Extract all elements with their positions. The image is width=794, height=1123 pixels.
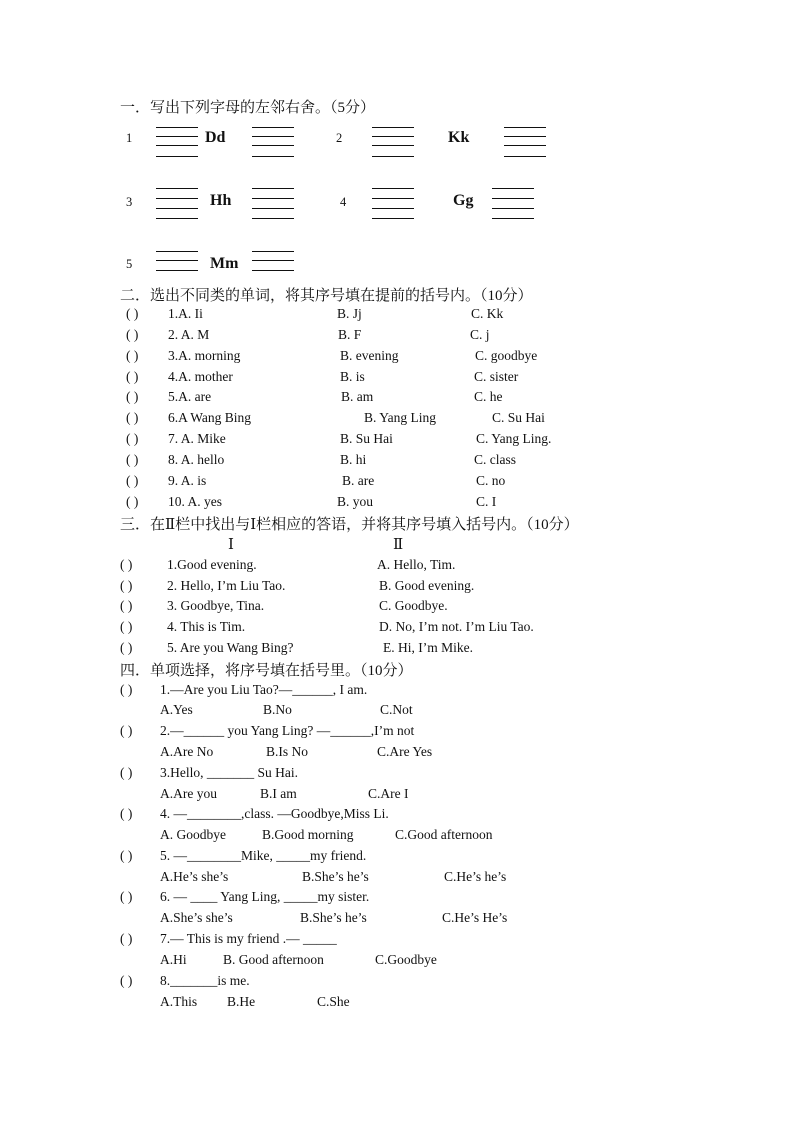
blank-line[interactable] xyxy=(252,145,294,146)
answer-paren[interactable]: ( ) xyxy=(120,973,133,988)
item-number: 2 xyxy=(336,131,343,145)
blank-line[interactable] xyxy=(504,156,546,157)
answer-paren[interactable]: ( ) xyxy=(126,306,139,321)
question-text: 5. Are you Wang Bing? xyxy=(167,640,294,655)
option-b: B. am xyxy=(341,389,374,404)
answer-paren[interactable]: ( ) xyxy=(126,389,139,404)
response-text: E. Hi, I’m Mike. xyxy=(383,640,473,655)
blank-line[interactable] xyxy=(504,136,546,137)
answer-paren[interactable]: ( ) xyxy=(126,452,139,467)
question-text: 8._______is me. xyxy=(160,973,250,988)
section3-title: 三．在Ⅱ栏中找出与Ⅰ栏相应的答语，并将其序号填入括号内。（10分） xyxy=(120,517,579,533)
blank-line[interactable] xyxy=(156,188,198,189)
answer-paren[interactable]: ( ) xyxy=(120,723,133,738)
option-a: 3.A. morning xyxy=(168,348,241,363)
choice-a: A.She’s she’s xyxy=(160,910,233,925)
question-text: 4. This is Tim. xyxy=(167,619,246,634)
option-a: 6.A Wang Bing xyxy=(168,410,252,425)
question-text: 4. —________,class. —Goodbye,Miss Li. xyxy=(160,806,389,821)
blank-line[interactable] xyxy=(372,208,414,209)
choice-a: A.Are you xyxy=(160,786,217,801)
answer-paren[interactable]: ( ) xyxy=(126,473,139,488)
blank-line[interactable] xyxy=(156,218,198,219)
answer-paren[interactable]: ( ) xyxy=(120,848,133,863)
blank-line[interactable] xyxy=(156,156,198,157)
choice-c: C.Goodbye xyxy=(375,952,437,967)
option-c: C. goodbye xyxy=(475,348,538,363)
question-text: 1.Good evening. xyxy=(167,557,257,572)
answer-paren[interactable]: ( ) xyxy=(120,806,133,821)
response-text: C. Goodbye. xyxy=(379,598,448,613)
option-b: B. Yang Ling xyxy=(364,410,437,425)
option-a: 9. A. is xyxy=(168,473,207,488)
answer-paren[interactable]: ( ) xyxy=(126,410,139,425)
option-a: 7. A. Mike xyxy=(168,431,226,446)
section2-title: 二．选出不同类的单词，将其序号填在提前的括号内。（10分） xyxy=(120,288,533,304)
question-text: 2.—______ you Yang Ling? —______,I’m not xyxy=(160,723,415,738)
column-header-1: Ⅰ xyxy=(228,537,234,553)
answer-paren[interactable]: ( ) xyxy=(126,348,139,363)
blank-line[interactable] xyxy=(252,251,294,252)
option-b: B. evening xyxy=(340,348,399,363)
choice-b: B.He xyxy=(227,994,256,1009)
blank-line[interactable] xyxy=(372,218,414,219)
blank-line[interactable] xyxy=(252,198,294,199)
option-c: C. I xyxy=(476,494,497,509)
question-text: 3.Hello, _______ Su Hai. xyxy=(160,765,298,780)
choice-c: C.Not xyxy=(380,702,413,717)
answer-paren[interactable]: ( ) xyxy=(120,640,133,655)
option-c: C. j xyxy=(470,327,490,342)
option-a: 4.A. mother xyxy=(168,369,233,384)
option-a: 1.A. Ii xyxy=(168,306,203,321)
letter-pair: Mm xyxy=(210,255,239,272)
section1-title: 一．写出下列字母的左邻右舍。（5分） xyxy=(120,100,376,116)
section4-title: 四．单项选择，将序号填在括号里。（10分） xyxy=(120,663,413,679)
choice-b: B.She’s he’s xyxy=(302,869,369,884)
item-number: 4 xyxy=(340,195,347,209)
answer-paren[interactable]: ( ) xyxy=(120,578,133,593)
option-a: 2. A. M xyxy=(168,327,210,342)
blank-line[interactable] xyxy=(372,127,414,128)
response-text: D. No, I’m not. I’m Liu Tao. xyxy=(379,619,534,634)
option-b: B. F xyxy=(338,327,362,342)
choice-c: C.He’s He’s xyxy=(442,910,508,925)
blank-line[interactable] xyxy=(252,136,294,137)
blank-line[interactable] xyxy=(492,208,534,209)
option-c: C. Yang Ling. xyxy=(476,431,552,446)
option-c: C. Su Hai xyxy=(492,410,545,425)
blank-line[interactable] xyxy=(156,208,198,209)
column-header-2: Ⅱ xyxy=(393,537,404,553)
choice-b: B.She’s he’s xyxy=(300,910,367,925)
option-b: B. Su Hai xyxy=(340,431,393,446)
blank-line[interactable] xyxy=(372,198,414,199)
choice-a: A.This xyxy=(160,994,198,1009)
item-number: 3 xyxy=(126,195,133,209)
choice-c: C.He’s he’s xyxy=(444,869,507,884)
blank-line[interactable] xyxy=(156,136,198,137)
blank-line[interactable] xyxy=(372,145,414,146)
blank-line[interactable] xyxy=(252,127,294,128)
question-text: 1.—Are you Liu Tao?—______, I am. xyxy=(160,682,368,697)
choice-a: A.Are No xyxy=(160,744,214,759)
answer-paren[interactable]: ( ) xyxy=(120,682,133,697)
blank-line[interactable] xyxy=(156,270,198,271)
blank-line[interactable] xyxy=(252,188,294,189)
blank-line[interactable] xyxy=(252,260,294,261)
question-text: 3. Goodbye, Tina. xyxy=(167,598,265,613)
answer-paren[interactable]: ( ) xyxy=(120,598,133,613)
answer-paren[interactable]: ( ) xyxy=(120,889,133,904)
response-text: B. Good evening. xyxy=(379,578,475,593)
blank-line[interactable] xyxy=(492,198,534,199)
blank-line[interactable] xyxy=(156,260,198,261)
blank-line[interactable] xyxy=(156,198,198,199)
choice-c: C.Are Yes xyxy=(377,744,433,759)
option-c: C. he xyxy=(474,389,503,404)
blank-line[interactable] xyxy=(252,156,294,157)
option-b: B. hi xyxy=(340,452,367,467)
question-text: 7.— This is my friend .— _____ xyxy=(160,931,337,946)
choice-b: B.Good morning xyxy=(262,827,354,842)
option-c: C. class xyxy=(474,452,516,467)
choice-c: C.She xyxy=(317,994,350,1009)
choice-a: A.He’s she’s xyxy=(160,869,229,884)
option-c: C. sister xyxy=(474,369,519,384)
choice-a: A.Hi xyxy=(160,952,187,967)
answer-paren[interactable]: ( ) xyxy=(120,931,133,946)
choice-a: A. Goodbye xyxy=(160,827,226,842)
choice-c: C.Are I xyxy=(368,786,409,801)
blank-line[interactable] xyxy=(372,188,414,189)
letter-pair: Hh xyxy=(210,192,232,209)
blank-line[interactable] xyxy=(492,218,534,219)
item-number: 1 xyxy=(126,131,133,145)
letter-pair: Kk xyxy=(448,129,470,146)
blank-line[interactable] xyxy=(372,156,414,157)
choice-b: B.Is No xyxy=(266,744,309,759)
option-b: B. you xyxy=(337,494,374,509)
option-b: B. Jj xyxy=(337,306,362,321)
choice-b: B.No xyxy=(263,702,292,717)
answer-paren[interactable]: ( ) xyxy=(120,619,133,634)
blank-line[interactable] xyxy=(156,251,198,252)
answer-paren[interactable]: ( ) xyxy=(120,765,133,780)
option-b: B. is xyxy=(340,369,365,384)
blank-line[interactable] xyxy=(492,188,534,189)
blank-line[interactable] xyxy=(252,218,294,219)
option-a: 10. A. yes xyxy=(168,494,222,509)
choice-c: C.Good afternoon xyxy=(395,827,493,842)
letter-pair: Gg xyxy=(453,192,474,209)
blank-line[interactable] xyxy=(156,127,198,128)
answer-paren[interactable]: ( ) xyxy=(120,557,133,572)
question-text: 6. — ____ Yang Ling, _____my sister. xyxy=(160,889,370,904)
option-b: B. are xyxy=(342,473,375,488)
answer-paren[interactable]: ( ) xyxy=(126,494,139,509)
option-a: 8. A. hello xyxy=(168,452,225,467)
blank-line[interactable] xyxy=(252,270,294,271)
answer-paren[interactable]: ( ) xyxy=(126,369,139,384)
blank-line[interactable] xyxy=(372,136,414,137)
answer-paren[interactable]: ( ) xyxy=(126,431,139,446)
option-c: C. no xyxy=(476,473,506,488)
item-number: 5 xyxy=(126,257,133,271)
choice-a: A.Yes xyxy=(160,702,193,717)
blank-line[interactable] xyxy=(156,145,198,146)
question-text: 5. —________Mike, _____my friend. xyxy=(160,848,367,863)
response-text: A. Hello, Tim. xyxy=(377,557,456,572)
choice-b: B.I am xyxy=(260,786,297,801)
letter-pair: Dd xyxy=(205,129,226,146)
blank-line[interactable] xyxy=(504,127,546,128)
answer-paren[interactable]: ( ) xyxy=(126,327,139,342)
blank-line[interactable] xyxy=(252,208,294,209)
blank-line[interactable] xyxy=(504,145,546,146)
choice-b: B. Good afternoon xyxy=(223,952,324,967)
option-c: C. Kk xyxy=(471,306,504,321)
option-a: 5.A. are xyxy=(168,389,212,404)
question-text: 2. Hello, I’m Liu Tao. xyxy=(167,578,286,593)
